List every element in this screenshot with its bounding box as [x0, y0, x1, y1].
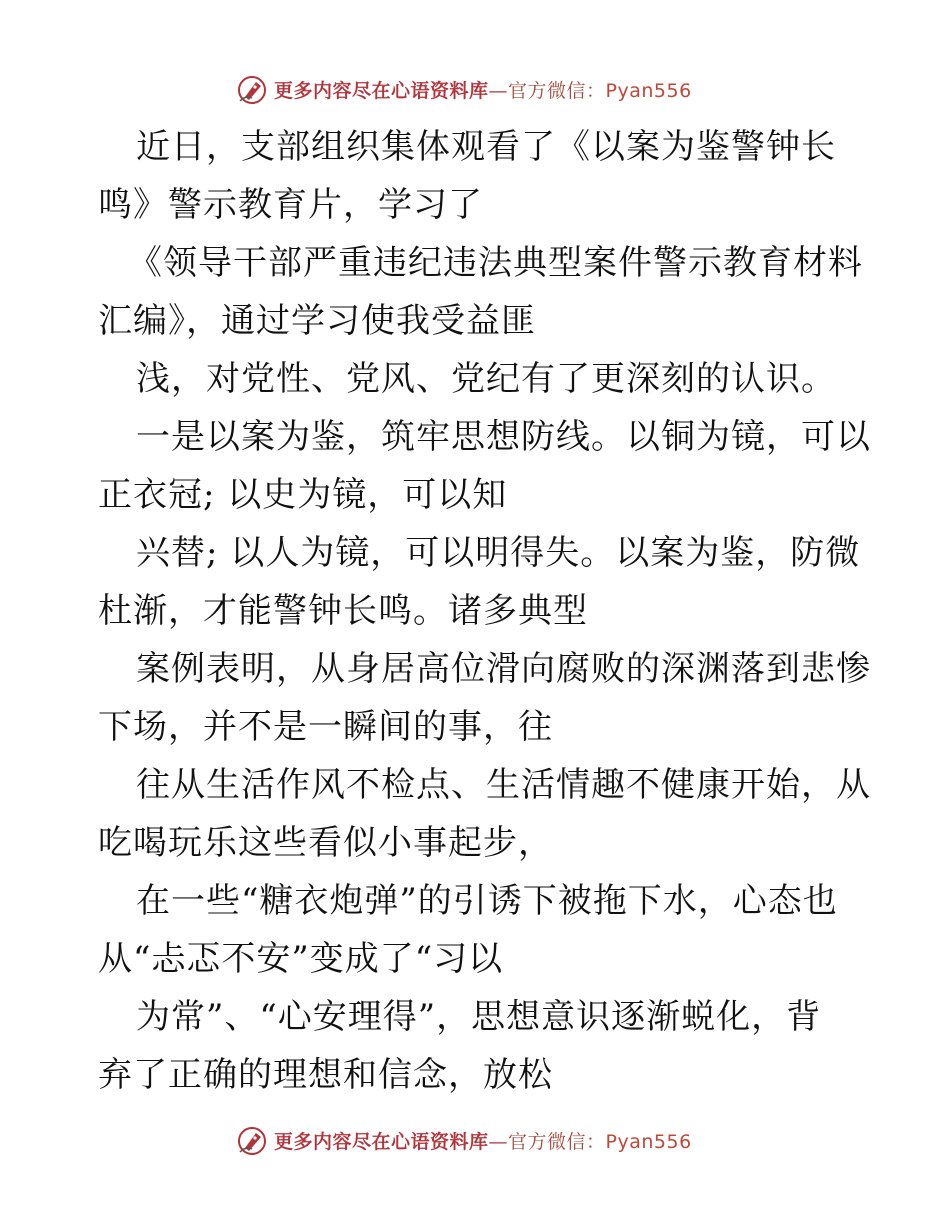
banner-official-label: 官方微信：	[508, 1130, 606, 1153]
banner-dash: —	[488, 1130, 509, 1153]
paragraph-line: 在一些“糖衣炮弹”的引诱下被拖下水，心态也	[136, 881, 838, 921]
banner-main-text: 更多内容尽在心语资料库	[274, 79, 489, 102]
paragraph-line: 近日，支部组织集体观看了《以案为鉴警钟长	[136, 127, 836, 167]
paragraph-line: 往从生活作风不检点、生活情趣不健康开始，从	[136, 765, 871, 805]
banner-main-text: 更多内容尽在心语资料库	[274, 1130, 489, 1153]
paragraph-line: 为常”、“心安理得”，思想意识逐渐蜕化，背	[136, 997, 822, 1037]
paragraph-line: 一是以案为鉴，筑牢思想防线。以铜为镜，可以	[136, 417, 871, 457]
pen-nib-logo-icon	[236, 1124, 268, 1156]
header-banner	[236, 72, 716, 106]
paragraph-line: 从“忐忑不安”变成了“习以	[98, 939, 504, 979]
banner-dash: —	[488, 79, 509, 102]
paragraph-line: 汇编》，通过学习使我受益匪	[98, 301, 536, 341]
paragraph-line: 案例表明，从身居高位滑向腐败的深渊落到悲惨	[136, 649, 871, 689]
paragraph-line: 杜渐，才能警钟长鸣。诸多典型	[98, 591, 588, 631]
paragraph-line: 吃喝玩乐这些看似小事起步，	[98, 823, 553, 863]
paragraph-line: 兴替; 以人为镜，可以明得失。以案为鉴，防微	[136, 533, 861, 573]
paragraph-line: 鸣》警示教育片，学习了	[98, 185, 483, 225]
paragraph-line: 《领导干部严重违纪违法典型案件警示教育材料	[128, 243, 863, 283]
paragraph-line: 弃了正确的理想和信念，放松	[98, 1055, 553, 1095]
banner-wechat-id: Pyan556	[605, 79, 692, 102]
paragraph-line: 正衣冠; 以史为镜，可以知	[98, 475, 508, 515]
footer-banner	[236, 1123, 716, 1157]
document-body	[98, 118, 871, 1104]
pen-nib-logo-icon	[236, 73, 268, 105]
paragraph-line: 下场，并不是一瞬间的事，往	[98, 707, 553, 747]
paragraph-line: 浅，对党性、党风、党纪有了更深刻的认识。	[136, 359, 836, 399]
banner-wechat-id: Pyan556	[605, 1130, 692, 1153]
banner-official-label: 官方微信：	[508, 79, 606, 102]
